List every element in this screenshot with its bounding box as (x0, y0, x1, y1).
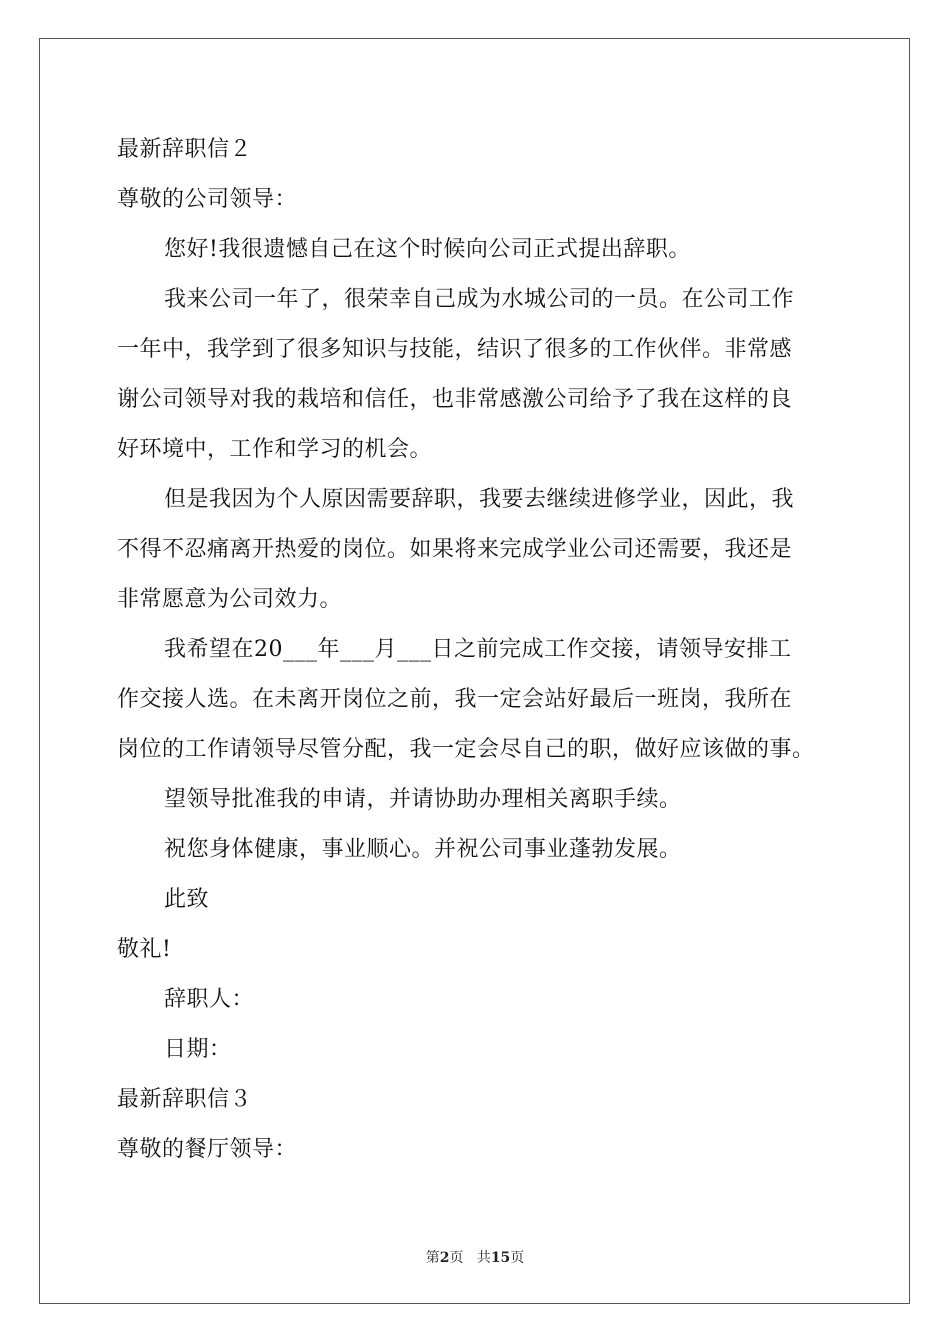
section-heading: 最新辞职信３ (117, 1087, 253, 1112)
page-number: 2 (439, 1250, 450, 1266)
page-suffix: 页 (449, 1250, 464, 1266)
paragraph-line: 祝您身体健康，事业顺心。并祝公司事业蓬勃发展。 (164, 837, 682, 862)
paragraph-line: 作交接人选。在未离开岗位之前，我一定会站好最后一班岗，我所在 (117, 687, 793, 712)
paragraph-line: 但是我因为个人原因需要辞职，我要去继续进修学业，因此，我 (164, 487, 795, 512)
total-pages: 15 (490, 1250, 511, 1266)
closing-line: 此致 (164, 887, 210, 912)
section-heading: 最新辞职信２ (117, 137, 253, 162)
paragraph-line: 好环境中，工作和学习的机会。 (117, 437, 433, 462)
paragraph-line: 您好!我很遗憾自己在这个时候向公司正式提出辞职。 (164, 237, 691, 262)
paragraph-line: 望领导批准我的申请，并请协助办理相关离职手续。 (164, 787, 682, 812)
page-prefix: 第 (425, 1250, 440, 1266)
date-label: 日期： (164, 1037, 232, 1062)
salutation: 尊敬的公司领导： (117, 187, 298, 212)
paragraph-line: 非常愿意为公司效力。 (117, 587, 343, 612)
paragraph-line: 一年中，我学到了很多知识与技能，结识了很多的工作伙伴。非常感 (117, 337, 793, 362)
total-prefix: 共 (476, 1250, 491, 1266)
closing-salute: 敬礼! (117, 937, 172, 962)
paragraph-line: 我来公司一年了，很荣幸自己成为水城公司的一员。在公司工作 (164, 287, 795, 312)
total-suffix: 页 (510, 1250, 525, 1266)
salutation: 尊敬的餐厅领导： (117, 1137, 298, 1162)
paragraph-line: 岗位的工作请领导尽管分配，我一定会尽自己的职，做好应该做的事。 (117, 737, 815, 762)
paragraph-line: 谢公司领导对我的栽培和信任，也非常感激公司给予了我在这样的良 (117, 387, 793, 412)
paragraph-line: 不得不忍痛离开热爱的岗位。如果将来完成学业公司还需要，我还是 (117, 537, 793, 562)
paragraph-line: 我希望在20___年___月___日之前完成工作交接，请领导安排工 (164, 637, 792, 662)
page-footer (0, 1248, 950, 1268)
signature-label: 辞职人： (164, 987, 255, 1012)
